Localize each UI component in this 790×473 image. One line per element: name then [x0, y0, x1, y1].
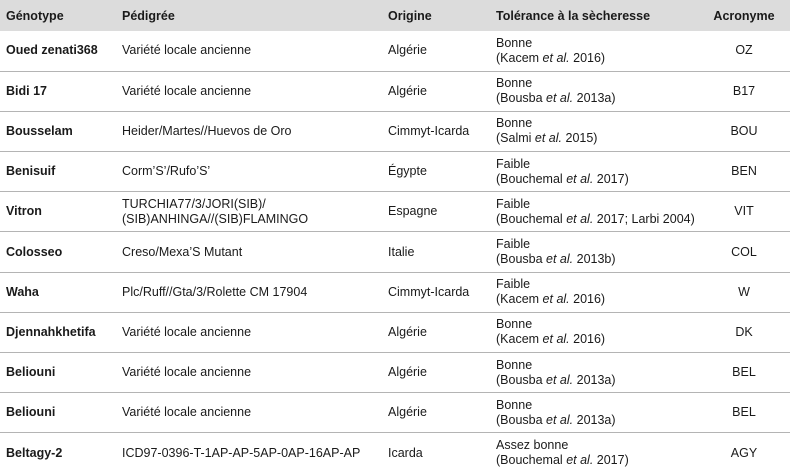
origin-cell: Égypte	[382, 152, 490, 192]
reference-author: (Bousba	[496, 91, 547, 106]
reference-author: (Kacem	[496, 292, 543, 307]
tolerance-reference	[496, 91, 698, 106]
reference-author: (Bousba	[496, 412, 547, 427]
tolerance-cell	[490, 312, 698, 352]
tolerance-level: Bonne	[496, 116, 533, 131]
reference-et-al: et al.	[546, 412, 574, 427]
header-genotype: Génotype	[6, 8, 64, 23]
tolerance-level: Bonne	[496, 357, 533, 372]
tolerance-level: Bonne	[496, 317, 533, 332]
reference-et-al: et al.	[542, 332, 570, 347]
pedigree-line: (SIB)ANHINGA//(SIB)FLAMINGO	[122, 211, 309, 226]
tolerance-cell	[490, 111, 698, 151]
table-row	[0, 152, 790, 192]
header-tolerance: Tolérance à la sècheresse	[496, 8, 651, 23]
tolerance-reference	[496, 292, 698, 307]
pedigree-cell	[116, 152, 382, 192]
table-row	[0, 192, 790, 232]
pedigree-cell	[116, 272, 382, 312]
acronym-cell: AGY	[698, 433, 790, 473]
table-row	[0, 353, 790, 393]
acronym-cell: COL	[698, 232, 790, 272]
pedigree-line: Corm’S’/Rufo’S’	[122, 164, 211, 179]
reference-et-al: et al.	[542, 50, 570, 65]
acronym-cell: BEN	[698, 152, 790, 192]
table-row	[0, 111, 790, 151]
tolerance-level: Faible	[496, 277, 531, 292]
pedigree-cell	[116, 393, 382, 433]
reference-year: 2013a)	[573, 412, 616, 427]
reference-year: 2016)	[569, 50, 606, 65]
pedigree-line: Variété locale ancienne	[122, 324, 252, 339]
pedigree-cell	[116, 232, 382, 272]
pedigree-line: TURCHIA77/3/JORI(SIB)/	[122, 196, 266, 211]
genotype-cell: Beliouni	[0, 353, 116, 393]
tolerance-cell	[490, 71, 698, 111]
tolerance-reference	[496, 453, 698, 468]
tolerance-level: Assez bonne	[496, 438, 569, 453]
pedigree-line: Heider/Martes//Huevos de Oro	[122, 123, 292, 138]
pedigree-cell	[116, 71, 382, 111]
origin-cell: Cimmyt-Icarda	[382, 272, 490, 312]
reference-year: 2017)	[593, 171, 629, 186]
pedigree-line: Creso/Mexa’S Mutant	[122, 244, 243, 259]
reference-author: (Bouchemal	[496, 171, 567, 186]
genotype-cell: Oued zenati368	[6, 43, 98, 58]
origin-cell: Icarda	[382, 433, 490, 473]
pedigree-cell	[116, 433, 382, 473]
genotype-cell: Colosseo	[0, 232, 116, 272]
reference-author: (Bousba	[496, 372, 547, 387]
header-origin: Origine	[388, 8, 432, 23]
reference-author: (Salmi	[496, 131, 535, 146]
tolerance-cell	[490, 433, 698, 473]
tolerance-cell	[490, 353, 698, 393]
tolerance-level: Faible	[496, 237, 531, 252]
reference-et-al: et al.	[546, 252, 574, 267]
reference-author: (Kacem	[496, 332, 543, 347]
origin-cell: Algérie	[382, 312, 490, 352]
table-row	[0, 312, 790, 352]
acronym-cell: BEL	[698, 393, 790, 433]
reference-et-al: et al.	[546, 372, 574, 387]
tolerance-level: Faible	[496, 156, 531, 171]
reference-et-al: et al.	[566, 453, 594, 468]
origin-cell: Algérie	[382, 393, 490, 433]
table-row	[0, 71, 790, 111]
acronym-cell: B17	[698, 71, 790, 111]
tolerance-level: Bonne	[496, 397, 533, 412]
table-header	[0, 0, 790, 31]
pedigree-line: ICD97-0396-T-1AP-AP-5AP-0AP-16AP-AP	[122, 445, 361, 460]
origin-cell: Italie	[382, 232, 490, 272]
table-row	[0, 232, 790, 272]
tolerance-level: Bonne	[496, 35, 533, 50]
tolerance-reference	[496, 413, 698, 428]
tolerance-reference	[496, 131, 698, 146]
reference-et-al: et al.	[566, 211, 594, 226]
tolerance-reference	[496, 172, 698, 187]
reference-et-al: et al.	[566, 171, 594, 186]
pedigree-cell	[116, 312, 382, 352]
genotype-cell: Beltagy-2	[0, 433, 116, 473]
tolerance-reference	[496, 51, 698, 66]
reference-author: (Bouchemal	[496, 453, 567, 468]
tolerance-level: Bonne	[496, 76, 533, 91]
pedigree-line: Variété locale ancienne	[122, 83, 252, 98]
tolerance-cell	[490, 31, 698, 71]
pedigree-cell	[116, 192, 382, 232]
acronym-cell: OZ	[735, 43, 753, 58]
tolerance-cell	[490, 192, 698, 232]
tolerance-reference	[496, 373, 698, 388]
genotype-cell: Waha	[0, 272, 116, 312]
genotype-cell: Bidi 17	[0, 71, 116, 111]
acronym-cell: DK	[698, 312, 790, 352]
reference-year: 2016)	[569, 292, 606, 307]
origin-cell: Algérie	[382, 353, 490, 393]
pedigree-line: Variété locale ancienne	[122, 405, 252, 420]
table-row	[0, 433, 790, 473]
pedigree-line: Variété locale ancienne	[122, 365, 252, 380]
acronym-cell: W	[698, 272, 790, 312]
tolerance-cell	[490, 152, 698, 192]
reference-author: (Bousba	[496, 252, 547, 267]
tolerance-reference	[496, 252, 698, 267]
pedigree-line: Plc/Ruff//Gta/3/Rolette CM 17904	[122, 284, 308, 299]
pedigree-cell	[116, 31, 382, 71]
header-row	[0, 0, 790, 31]
genotype-cell: Vitron	[0, 192, 116, 232]
reference-et-al: et al.	[542, 292, 570, 307]
tolerance-level: Faible	[496, 196, 531, 211]
table-body	[0, 31, 790, 473]
tolerance-reference	[496, 212, 698, 227]
genotype-cell: Bousselam	[0, 111, 116, 151]
origin-cell: Algérie	[388, 43, 427, 58]
reference-year: 2013a)	[573, 372, 616, 387]
reference-et-al: et al.	[546, 91, 574, 106]
reference-year: 2017; Larbi 2004)	[593, 211, 695, 226]
table-row	[0, 272, 790, 312]
table-row	[0, 31, 790, 71]
acronym-cell: BEL	[698, 353, 790, 393]
tolerance-reference	[496, 332, 698, 347]
reference-year: 2017)	[593, 453, 629, 468]
reference-author: (Bouchemal	[496, 211, 567, 226]
tolerance-cell	[490, 272, 698, 312]
header-pedigree: Pédigrée	[122, 8, 175, 23]
genotype-cell: Benisuif	[0, 152, 116, 192]
reference-year: 2013a)	[573, 91, 616, 106]
tolerance-cell	[490, 232, 698, 272]
origin-cell: Algérie	[382, 71, 490, 111]
reference-year: 2015)	[562, 131, 598, 146]
acronym-cell: BOU	[698, 111, 790, 151]
reference-year: 2013b)	[573, 252, 616, 267]
origin-cell: Cimmyt-Icarda	[382, 111, 490, 151]
pedigree-cell	[116, 111, 382, 151]
acronym-cell: VIT	[698, 192, 790, 232]
reference-author: (Kacem	[496, 50, 543, 65]
tolerance-cell	[490, 393, 698, 433]
genotype-cell: Beliouni	[0, 393, 116, 433]
pedigree-cell	[116, 353, 382, 393]
reference-year: 2016)	[569, 332, 606, 347]
genotype-cell: Djennahkhetifa	[0, 312, 116, 352]
pedigree-line: Variété locale ancienne	[122, 43, 252, 58]
reference-et-al: et al.	[534, 131, 563, 146]
table-row	[0, 393, 790, 433]
header-acronym: Acronyme	[713, 8, 775, 23]
origin-cell: Espagne	[382, 192, 490, 232]
